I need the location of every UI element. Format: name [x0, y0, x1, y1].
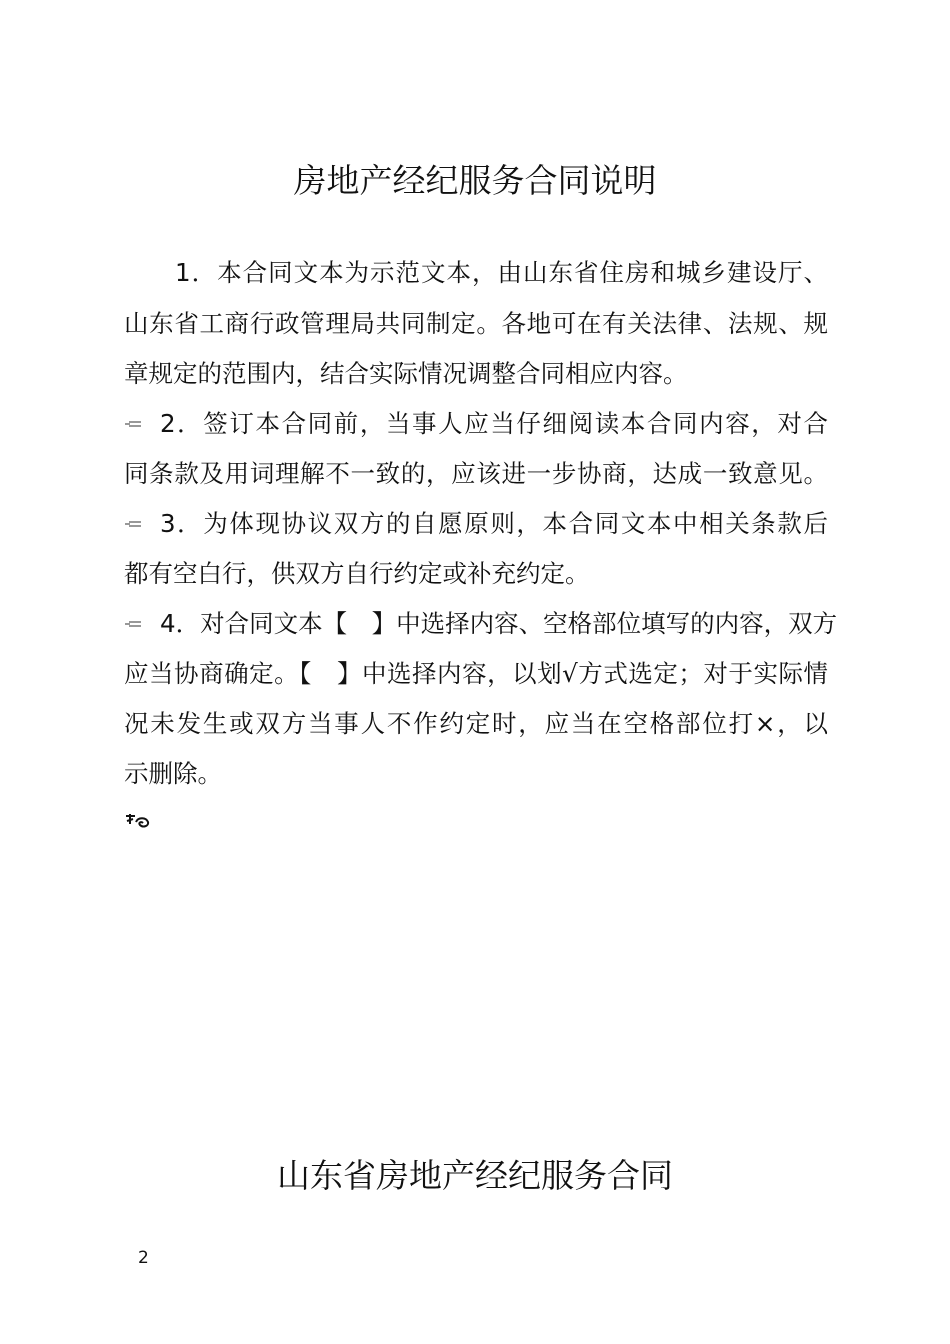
format-mark-icon — [124, 620, 142, 630]
paragraph-4-line-3: 况未发生或双方当事人不作约定时，应当在空格部位打×，以 — [124, 709, 828, 738]
paragraph-4-line-2: 应当协商确定。【 】中选择内容，以划√方式选定；对于实际情 — [124, 659, 828, 688]
paragraph-3-line-1: 3．为体现协议双方的自愿原则，本合同文本中相关条款后 — [160, 509, 828, 538]
paragraph-2-line-1: 2．签订本合同前，当事人应当仔细阅读本合同内容，对合 — [160, 409, 828, 438]
ornament-icon — [124, 812, 152, 830]
page-number: 2 — [138, 1248, 149, 1268]
contract-title: 山东省房地产经纪服务合同 — [277, 1156, 673, 1195]
paragraph-3-line-2: 都有空白行，供双方自行约定或补充约定。 — [124, 559, 590, 588]
paragraph-1-line-2: 山东省工商行政管理局共同制定。各地可在有关法律、法规、规 — [124, 309, 828, 338]
paragraph-4-line-1: 4．对合同文本【 】中选择内容、空格部位填写的内容，双方 — [160, 609, 838, 638]
paragraph-2-line-2: 同条款及用词理解不一致的，应该进一步协商，达成一致意见。 — [124, 459, 828, 488]
format-mark-icon — [124, 420, 142, 430]
document-title: 房地产经纪服务合同说明 — [293, 161, 657, 200]
paragraph-4-line-4: 示删除。 — [124, 759, 222, 788]
paragraph-1-line-3: 章规定的范围内，结合实际情况调整合同相应内容。 — [124, 359, 688, 388]
paragraph-1-line-1: 1．本合同文本为示范文本，由山东省住房和城乡建设厅、 — [175, 258, 828, 287]
format-mark-icon — [124, 520, 142, 530]
